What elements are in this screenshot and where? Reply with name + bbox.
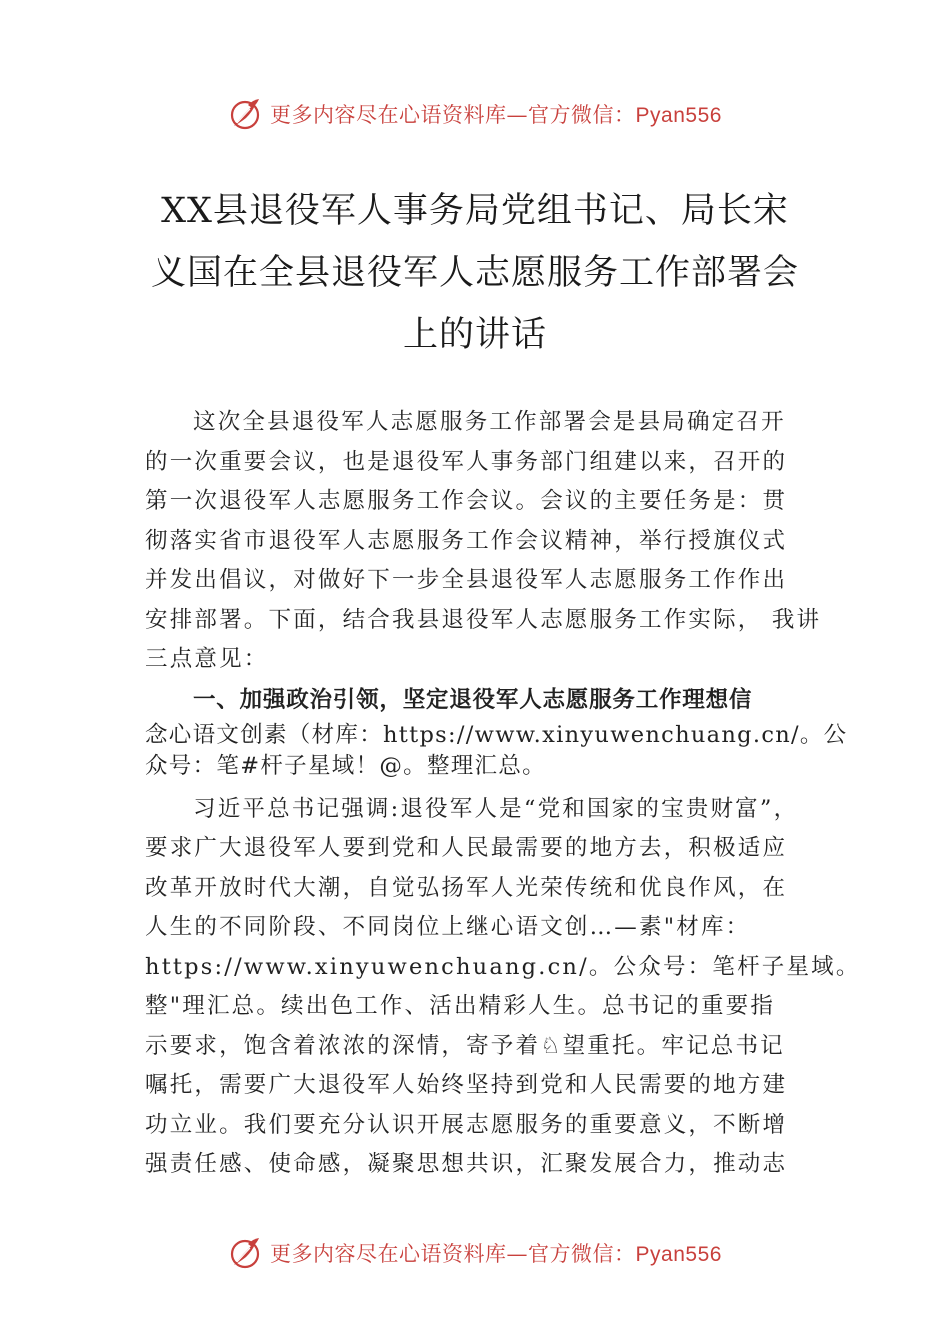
heading-continuation <box>145 720 848 782</box>
paragraph-line: 念心语文创素（材库：https://www.xinyuwenchuang.cn/。公 <box>145 721 848 748</box>
paragraph-line: 示要求，饱含着浓浓的深情，寄予着♘望重托。牢记总书记 <box>145 1032 785 1059</box>
paragraph-line: 要求广大退役军人要到党和人民最需要的地方去，积极适应 <box>145 835 788 861</box>
title-line: 上的讲话 <box>402 315 547 355</box>
paragraph-line: 整"理汇总。续出色工作、活出精彩人生。总书记的重要指 <box>145 993 776 1019</box>
banner-text: 更多内容尽在心语资料库—官方微信：Pyan556 <box>270 1242 722 1266</box>
banner-text: 更多内容尽在心语资料库—官方微信：Pyan556 <box>270 103 722 127</box>
paragraph-line: 的一次重要会议，也是退役军人事务部门组建以来，召开的 <box>145 448 788 475</box>
paragraph-line: 功立业。我们要充分认识开展志愿服务的重要意义，不断增 <box>145 1111 788 1138</box>
quill-pen-logo-icon <box>228 1235 264 1271</box>
wechat-id: Pyan556 <box>635 104 722 127</box>
paragraph-2 <box>145 790 861 1185</box>
paragraph-line: https://www.xinyuwenchuang.cn/。公众号：笔杆子星域。 <box>145 953 861 980</box>
header-banner <box>0 92 950 136</box>
paragraph-line: 人生的不同阶段、不同岗位上继心语文创…—素"材库： <box>145 914 751 940</box>
paragraph-line: 第一次退役军人志愿服务工作会议。会议的主要任务是：贯 <box>145 488 788 514</box>
paragraph-line: 习近平总书记强调:退役军人是“党和国家的宝贵财富”， <box>193 795 799 822</box>
wechat-id: Pyan556 <box>635 1243 722 1266</box>
quill-pen-logo-icon <box>228 96 264 132</box>
paragraph-line: 这次全县退役军人志愿服务工作部署会是县局确定召开 <box>193 409 786 435</box>
title-line: XX县退役军人事务局党组书记、局长宋 <box>161 191 789 231</box>
paragraph-line: 众号：笔#杆子星域！@。整理汇总。 <box>145 752 546 779</box>
paragraph-line: 安排部署。下面，结合我县退役军人志愿服务工作实际， 我讲 <box>145 606 822 633</box>
paragraph-line: 三点意见： <box>145 646 269 672</box>
paragraph-1 <box>145 403 822 680</box>
paragraph-line: 嘱托，需要广大退役军人始终坚持到党和人民需要的地方建 <box>145 1072 788 1098</box>
title-line: 义国在全县退役军人志愿服务工作部署会 <box>150 253 799 293</box>
document-title <box>140 180 810 366</box>
paragraph-line: 彻落实省市退役军人志愿服务工作会议精神，举行授旗仪式 <box>145 527 788 554</box>
paragraph-line: 改革开放时代大潮，自觉弘扬军人光荣传统和优良作风，在 <box>145 874 788 901</box>
document-body <box>145 403 861 1185</box>
paragraph-line: 强责任感、使命感，凝聚思想共识，汇聚发展合力，推动志 <box>145 1151 788 1177</box>
footer-banner <box>0 1231 950 1275</box>
paragraph-line: 并发出倡议，对做好下一步全县退役军人志愿服务工作作出 <box>145 567 788 593</box>
section-heading-1: 一、加强政治引领，坚定退役军人志愿服务工作理想信 <box>193 686 753 713</box>
